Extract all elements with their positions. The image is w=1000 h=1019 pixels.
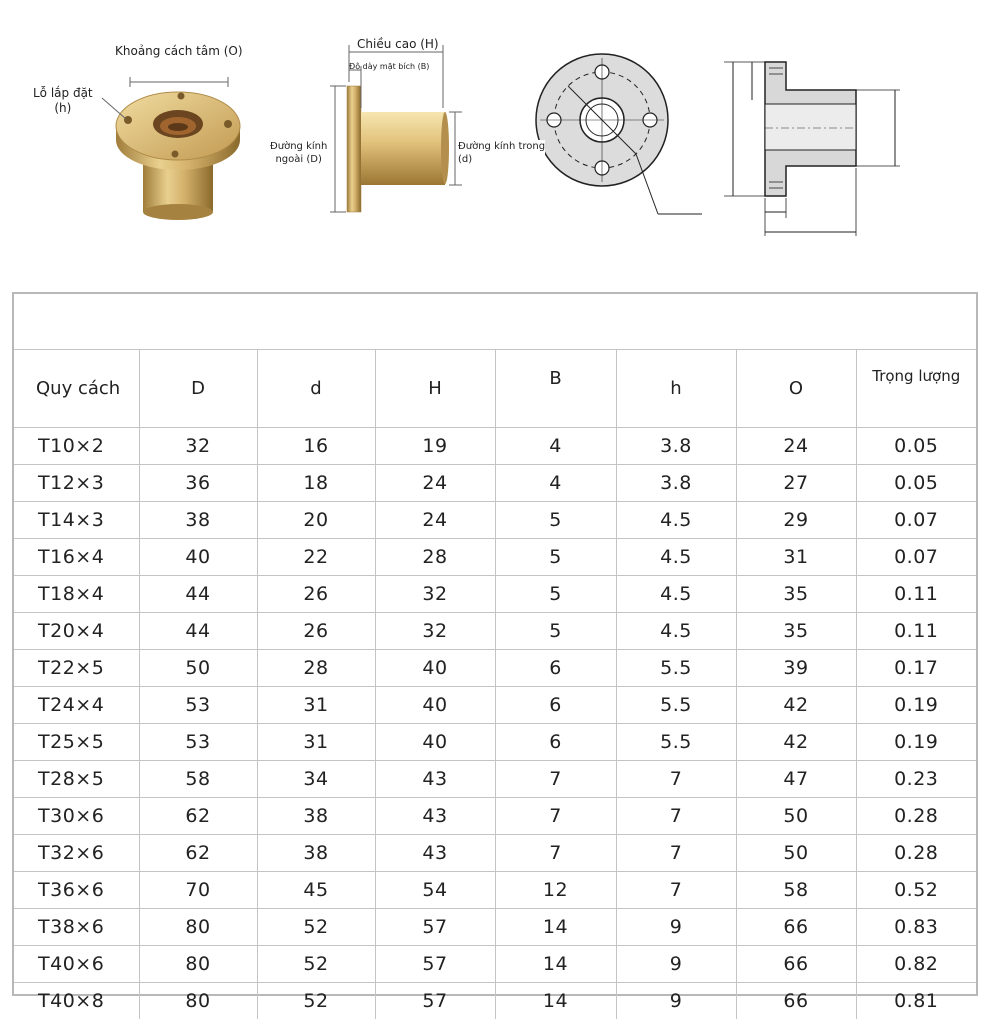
cell-O: 42 xyxy=(736,687,856,724)
cell-B: 7 xyxy=(495,761,616,798)
cell-O: 66 xyxy=(736,909,856,946)
cell-weight: 0.11 xyxy=(856,576,976,613)
cell-O: 29 xyxy=(736,502,856,539)
cell-B: 7 xyxy=(495,835,616,872)
cell-O: 66 xyxy=(736,983,856,1019)
cell-H: 43 xyxy=(375,798,495,835)
cell-weight: 0.28 xyxy=(856,835,976,872)
cell-O: 35 xyxy=(736,576,856,613)
mounting-hole-label: Lỗ lắp đặt (h) xyxy=(33,86,93,116)
cell-weight: 0.11 xyxy=(856,613,976,650)
cell-O: 50 xyxy=(736,798,856,835)
cell-B: 4 xyxy=(495,428,616,465)
cell-spec: T30×6 xyxy=(14,798,139,835)
table-body xyxy=(14,428,976,1019)
cell-O: 24 xyxy=(736,428,856,465)
cell-O: 42 xyxy=(736,724,856,761)
cell-spec: T40×8 xyxy=(14,983,139,1019)
cell-D: 40 xyxy=(139,539,257,576)
column-header-B: B xyxy=(495,350,616,428)
table-row xyxy=(14,613,976,650)
cell-O: 47 xyxy=(736,761,856,798)
cell-H: 40 xyxy=(375,724,495,761)
diagram-graphics xyxy=(0,0,1000,270)
cell-d: 26 xyxy=(257,576,375,613)
inner-diameter-label: Đường kính trong (d) xyxy=(458,140,545,166)
cell-weight: 0.19 xyxy=(856,724,976,761)
cell-spec: T12×3 xyxy=(14,465,139,502)
cell-H: 57 xyxy=(375,946,495,983)
cell-O: 31 xyxy=(736,539,856,576)
column-header-H: H xyxy=(375,350,495,428)
cell-O: 58 xyxy=(736,872,856,909)
cell-H: 43 xyxy=(375,761,495,798)
cell-D: 44 xyxy=(139,613,257,650)
cell-h: 5.5 xyxy=(616,724,736,761)
spec-table-grid xyxy=(14,350,976,1019)
table-row xyxy=(14,983,976,1019)
cell-B: 14 xyxy=(495,983,616,1019)
cell-d: 38 xyxy=(257,798,375,835)
cell-d: 52 xyxy=(257,946,375,983)
cell-h: 4.5 xyxy=(616,576,736,613)
cell-weight: 0.07 xyxy=(856,502,976,539)
cell-weight: 0.17 xyxy=(856,650,976,687)
cell-weight: 0.82 xyxy=(856,946,976,983)
column-header-weight: Trọng lượng xyxy=(856,350,976,428)
cell-H: 40 xyxy=(375,650,495,687)
cell-H: 28 xyxy=(375,539,495,576)
cell-O: 39 xyxy=(736,650,856,687)
cell-h: 7 xyxy=(616,872,736,909)
cell-d: 28 xyxy=(257,650,375,687)
cell-H: 32 xyxy=(375,576,495,613)
cell-O: 66 xyxy=(736,946,856,983)
cell-h: 4.5 xyxy=(616,502,736,539)
column-header-h: h xyxy=(616,350,736,428)
cell-d: 16 xyxy=(257,428,375,465)
column-header-d: d xyxy=(257,350,375,428)
table-row xyxy=(14,465,976,502)
cell-d: 18 xyxy=(257,465,375,502)
cell-spec: T32×6 xyxy=(14,835,139,872)
cell-weight: 0.83 xyxy=(856,909,976,946)
cell-d: 31 xyxy=(257,687,375,724)
cell-spec: T40×6 xyxy=(14,946,139,983)
cell-weight: 0.07 xyxy=(856,539,976,576)
cell-D: 80 xyxy=(139,983,257,1019)
cell-h: 9 xyxy=(616,946,736,983)
table-row xyxy=(14,946,976,983)
cell-B: 14 xyxy=(495,946,616,983)
table-row xyxy=(14,798,976,835)
cell-B: 4 xyxy=(495,465,616,502)
cell-weight: 0.05 xyxy=(856,428,976,465)
table-row xyxy=(14,428,976,465)
cell-h: 4.5 xyxy=(616,613,736,650)
cell-weight: 0.19 xyxy=(856,687,976,724)
cell-B: 7 xyxy=(495,798,616,835)
cell-weight: 0.05 xyxy=(856,465,976,502)
cell-spec: T14×3 xyxy=(14,502,139,539)
table-row xyxy=(14,539,976,576)
table-row xyxy=(14,761,976,798)
cell-h: 9 xyxy=(616,909,736,946)
cell-h: 9 xyxy=(616,983,736,1019)
cell-D: 50 xyxy=(139,650,257,687)
cell-spec: T38×6 xyxy=(14,909,139,946)
cell-spec: T20×4 xyxy=(14,613,139,650)
column-header-spec: Quy cách xyxy=(14,350,139,428)
cell-d: 45 xyxy=(257,872,375,909)
column-header-O: O xyxy=(736,350,856,428)
cell-weight: 0.28 xyxy=(856,798,976,835)
cell-weight: 0.81 xyxy=(856,983,976,1019)
cell-D: 38 xyxy=(139,502,257,539)
cell-B: 6 xyxy=(495,687,616,724)
table-row xyxy=(14,909,976,946)
cell-B: 5 xyxy=(495,539,616,576)
table-title-row xyxy=(14,294,976,350)
outer-diameter-label: Đường kính ngoài (D) xyxy=(270,140,327,166)
cell-h: 4.5 xyxy=(616,539,736,576)
table-row xyxy=(14,576,976,613)
cell-H: 32 xyxy=(375,613,495,650)
cell-B: 14 xyxy=(495,909,616,946)
table-row xyxy=(14,502,976,539)
cell-spec: T10×2 xyxy=(14,428,139,465)
table-row xyxy=(14,872,976,909)
section-view-drawing xyxy=(724,62,900,236)
cell-weight: 0.52 xyxy=(856,872,976,909)
cell-spec: T24×4 xyxy=(14,687,139,724)
cell-spec: T18×4 xyxy=(14,576,139,613)
column-header-D: D xyxy=(139,350,257,428)
cell-D: 53 xyxy=(139,724,257,761)
cell-O: 50 xyxy=(736,835,856,872)
cell-B: 6 xyxy=(495,650,616,687)
cell-d: 52 xyxy=(257,909,375,946)
front-view-drawing xyxy=(536,54,702,214)
cell-B: 5 xyxy=(495,613,616,650)
cell-h: 7 xyxy=(616,835,736,872)
cell-H: 54 xyxy=(375,872,495,909)
cell-h: 5.5 xyxy=(616,650,736,687)
cell-spec: T36×6 xyxy=(14,872,139,909)
cell-H: 40 xyxy=(375,687,495,724)
table-row xyxy=(14,724,976,761)
cell-B: 12 xyxy=(495,872,616,909)
cell-D: 70 xyxy=(139,872,257,909)
cell-B: 6 xyxy=(495,724,616,761)
cell-D: 80 xyxy=(139,909,257,946)
table-header-row xyxy=(14,350,976,428)
cell-B: 5 xyxy=(495,576,616,613)
cell-D: 44 xyxy=(139,576,257,613)
cell-H: 57 xyxy=(375,983,495,1019)
cell-D: 62 xyxy=(139,798,257,835)
cell-H: 24 xyxy=(375,465,495,502)
table-row xyxy=(14,687,976,724)
cell-D: 58 xyxy=(139,761,257,798)
nut-3d-image xyxy=(102,77,240,220)
cell-O: 35 xyxy=(736,613,856,650)
cell-d: 34 xyxy=(257,761,375,798)
cell-d: 31 xyxy=(257,724,375,761)
cell-spec: T22×5 xyxy=(14,650,139,687)
cell-H: 24 xyxy=(375,502,495,539)
cell-D: 53 xyxy=(139,687,257,724)
cell-spec: T16×4 xyxy=(14,539,139,576)
cell-d: 38 xyxy=(257,835,375,872)
cell-B: 5 xyxy=(495,502,616,539)
product-diagram xyxy=(0,0,1000,270)
cell-d: 22 xyxy=(257,539,375,576)
cell-d: 26 xyxy=(257,613,375,650)
spec-table xyxy=(12,292,978,996)
cell-O: 27 xyxy=(736,465,856,502)
cell-D: 36 xyxy=(139,465,257,502)
cell-spec: T28×5 xyxy=(14,761,139,798)
cell-d: 20 xyxy=(257,502,375,539)
cell-h: 7 xyxy=(616,761,736,798)
cell-d: 52 xyxy=(257,983,375,1019)
cell-H: 19 xyxy=(375,428,495,465)
flange-thickness-label: Độ dày mặt bích (B) xyxy=(349,62,429,71)
cell-D: 32 xyxy=(139,428,257,465)
cell-h: 3.8 xyxy=(616,428,736,465)
cell-D: 62 xyxy=(139,835,257,872)
cell-h: 3.8 xyxy=(616,465,736,502)
cell-h: 5.5 xyxy=(616,687,736,724)
table-row xyxy=(14,835,976,872)
cell-spec: T25×5 xyxy=(14,724,139,761)
cell-D: 80 xyxy=(139,946,257,983)
cell-H: 43 xyxy=(375,835,495,872)
cell-h: 7 xyxy=(616,798,736,835)
height-label: Chiều cao (H) xyxy=(357,37,439,51)
cell-H: 57 xyxy=(375,909,495,946)
cell-weight: 0.23 xyxy=(856,761,976,798)
center-distance-label: Khoảng cách tâm (O) xyxy=(115,44,243,58)
table-row xyxy=(14,650,976,687)
